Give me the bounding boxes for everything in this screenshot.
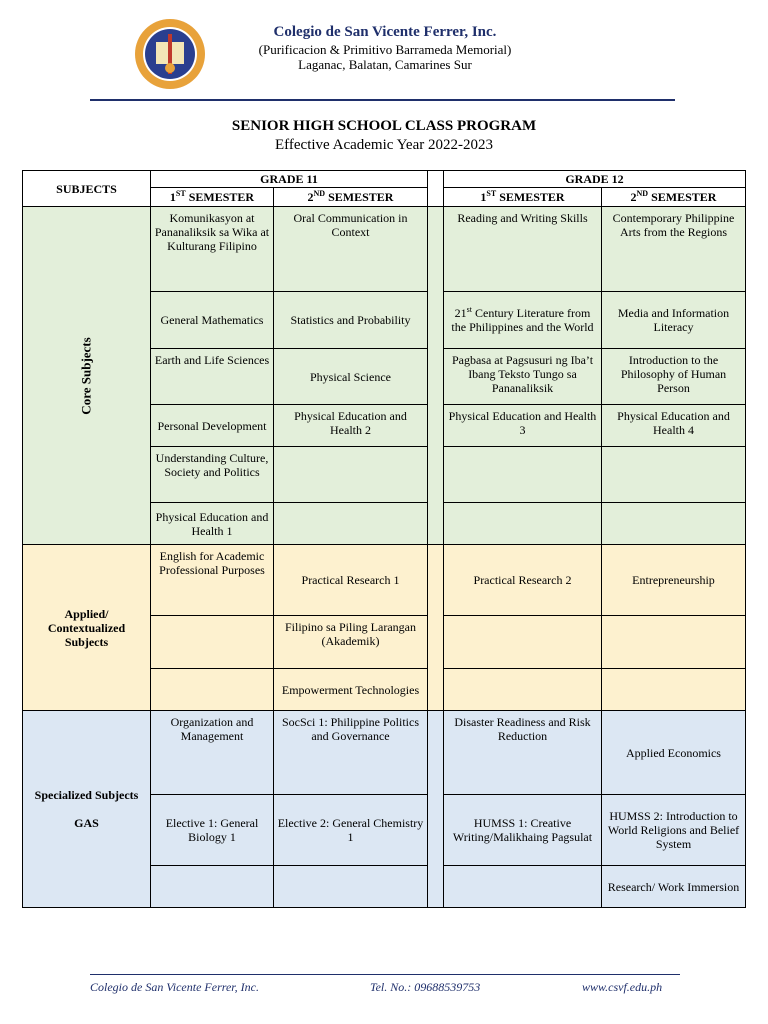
empty-cell (444, 447, 602, 503)
footer-telephone: Tel. No.: 09688539753 (370, 980, 481, 994)
subject-cell: Organization and Management (151, 711, 274, 795)
subject-cell: Statistics and Probability (274, 292, 428, 349)
subject-cell: Physical Education and Health 1 (151, 503, 274, 545)
school-memorial: (Purificacion & Primitivo Barrameda Memorial) (258, 42, 512, 57)
subject-cell: Physical Education and Health 3 (444, 405, 602, 447)
subject-cell: Reading and Writing Skills (444, 207, 602, 292)
empty-cell (151, 866, 274, 908)
school-seal-logo (134, 18, 206, 90)
subject-cell: Applied Economics (602, 711, 746, 795)
subject-cell: Practical Research 1 (274, 545, 428, 616)
gas-strand-label: GAS (74, 816, 99, 830)
core-subjects-label: Core Subjects (23, 207, 151, 545)
subject-cell: Earth and Life Sciences (151, 349, 274, 405)
empty-cell (602, 669, 746, 711)
g11-sem2-header: 2ND SEMESTER (274, 188, 428, 207)
subject-cell: Komunikasyon at Pananaliksik sa Wika at Kulturang Filipino (151, 207, 274, 292)
column-gap (428, 171, 444, 207)
subject-cell: Understanding Culture, Society and Politics (151, 447, 274, 503)
subject-cell: Contemporary Philippine Arts from the Regions (602, 207, 746, 292)
subject-cell: Elective 2: General Chemistry 1 (274, 795, 428, 866)
empty-cell (151, 616, 274, 669)
column-gap (428, 545, 444, 711)
footer-divider (90, 974, 680, 975)
school-name: Colegio de San Vicente Ferrer, Inc. (273, 24, 497, 40)
grade12-header: GRADE 12 (444, 171, 746, 188)
empty-cell (274, 866, 428, 908)
subject-cell: Physical Education and Health 2 (274, 405, 428, 447)
subject-cell: Empowerment Technologies (274, 669, 428, 711)
subject-cell: Pagbasa at Pagsusuri ng Iba’t Ibang Teksto Tungo sa Pananaliksik (444, 349, 602, 405)
subject-cell: Elective 1: General Biology 1 (151, 795, 274, 866)
empty-cell (602, 503, 746, 545)
g12-sem2-header: 2ND SEMESTER (602, 188, 746, 207)
subject-cell: Physical Science (274, 349, 428, 405)
subject-cell: Research/ Work Immersion (602, 866, 746, 908)
subject-cell: SocSci 1: Philippine Politics and Governance (274, 711, 428, 795)
page-subtitle: Effective Academic Year 2022-2023 (275, 137, 493, 153)
school-address: Laganac, Balatan, Camarines Sur (298, 57, 472, 72)
subject-cell: Disaster Readiness and Risk Reduction (444, 711, 602, 795)
g12-sem1-header: 1ST SEMESTER (444, 188, 602, 207)
empty-cell (444, 616, 602, 669)
subject-cell: Oral Communication in Context (274, 207, 428, 292)
subject-cell: Entrepreneurship (602, 545, 746, 616)
subjects-header: SUBJECTS (23, 171, 151, 207)
subject-cell: English for Academic Professional Purposes (151, 545, 274, 616)
subject-cell: Introduction to the Philosophy of Human Person (602, 349, 746, 405)
subject-cell: HUMSS 1: Creative Writing/Malikhaing Pagsulat (444, 795, 602, 866)
empty-cell (274, 503, 428, 545)
subject-cell: Practical Research 2 (444, 545, 602, 616)
empty-cell (274, 447, 428, 503)
footer-school-name: Colegio de San Vicente Ferrer, Inc. (90, 980, 259, 994)
subject-cell: General Mathematics (151, 292, 274, 349)
subject-cell: 21st Century Literature from the Philippines and the World (444, 292, 602, 349)
page-title: SENIOR HIGH SCHOOL CLASS PROGRAM (231, 118, 537, 134)
empty-cell (444, 866, 602, 908)
subject-cell: HUMSS 2: Introduction to World Religions and Belief System (602, 795, 746, 866)
column-gap (428, 207, 444, 545)
empty-cell (444, 503, 602, 545)
empty-cell (444, 669, 602, 711)
specialized-title: Specialized Subjects (34, 788, 139, 802)
g11-sem1-header: 1ST SEMESTER (151, 188, 274, 207)
footer-website[interactable]: www.csvf.edu.ph (582, 980, 663, 994)
subject-cell: Physical Education and Health 4 (602, 405, 746, 447)
empty-cell (602, 616, 746, 669)
empty-cell (602, 447, 746, 503)
specialized-subjects-label (23, 711, 151, 908)
class-program-table (22, 170, 746, 908)
grade11-header: GRADE 11 (151, 171, 428, 188)
subject-cell: Personal Development (151, 405, 274, 447)
subject-cell: Media and Information Literacy (602, 292, 746, 349)
applied-subjects-label: Applied/ Contextualized Subjects (23, 545, 151, 711)
header-divider (90, 99, 675, 101)
empty-cell (151, 669, 274, 711)
subject-cell: Filipino sa Piling Larangan (Akademik) (274, 616, 428, 669)
column-gap (428, 711, 444, 908)
